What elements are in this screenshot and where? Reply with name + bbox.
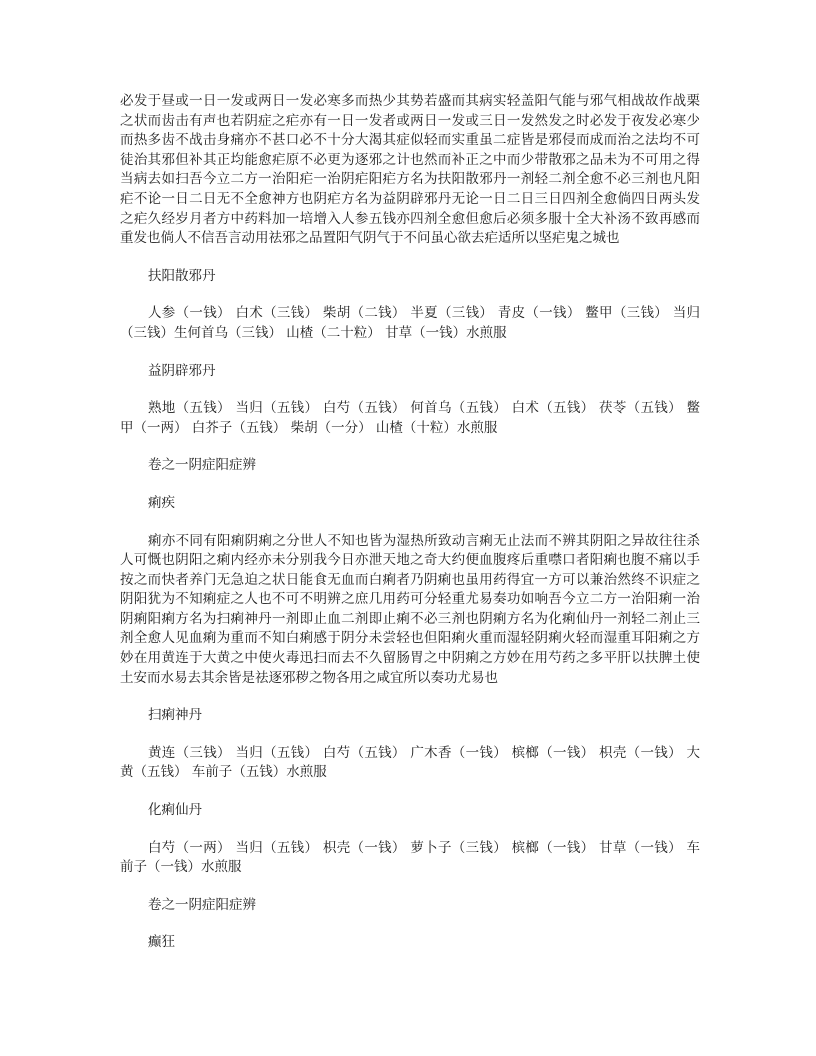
formula-ingredients-fuyang-sanxie-dan: 人参（一钱） 白术（三钱） 柴胡（二钱） 半夏（三钱） 青皮（一钱） 鳖甲（三钱） 当归（三钱）生何首乌（三钱） 山楂（二十粒） 甘草（一钱）水煎服	[120, 305, 700, 341]
formula-title-fuyang-sanxie-dan: 扶阳散邪丹	[148, 267, 216, 284]
paragraph-malaria-discussion: 必发于昼或一日一发或两日一发必寒多而热少其势若盛而其病实轻盖阳气能与邪气相战故作战栗之状而齿击有声也若阴症之疟亦有一日一发者或两日一发或三日一发然发之时必发于夜发必寒少而热多齿不战击身痛亦不甚口必不十分大渴其症似轻而实重虽二症皆是邪侵而成而治之法均不可徒治其邪但补其正均能愈疟原不必更为逐邪之计也然而补正之中而少带散邪之品未为不可用之得当病去如扫吾今立二方一治阳疟一治阴疟阳疟方名为扶阳散邪丹一剂轻二剂全愈不必三剂也凡阳疟不论一日二日无不全愈神方也阴疟方名为益阴辟邪丹无论一日二日三日四剂全愈倘四日两头发之疟久经岁月者方中药料加一培增入人参五钱亦四剂全愈但愈后必须多服十全大补汤不致再感而重发也倘人不信吾言动用祛邪之品置阳气阴气于不问虽心欲去疟适所以坚疟鬼之城也	[120, 93, 700, 247]
paragraph-dysentery-discussion: 痢亦不同有阳痢阴痢之分世人不知也皆为湿热所致动言痢无止法而不辨其阴阳之异故往往杀人可慨也阴阳之痢内经亦未分别我今日亦泄天地之奇大约便血腹疼后重噤口者阳痢也腹不痛以手按之而快者养门无急迫之状日能食无血而白痢者乃阴痢也虽用药得宜一方可以兼治然终不识症之阴阳犹为不知痢症之人也不可不明辨之庶几用药可分轻重尤易奏功如响吾今立二方一治阳痢一治阴痢阳痢方名为扫痢神丹一剂即止血二剂即止痢不必三剂也阴痢方名为化痢仙丹一剂轻二剂止三剂全愈人见血痢为重而不知白痢感于阴分未尝轻也但阳痢火重而湿轻阴痢火轻而湿重耳阳痢之方妙在用黄连于大黄之中使火毒迅扫而去不久留肠胃之中阴痢之方妙在用芍药之多平肝以扶脾土使土安而水易去其余皆是祛逐邪秽之物各用之咸宜所以奏功尤易也	[120, 532, 700, 686]
section-heading-yin-yang-2: 卷之一阴症阳症辨	[148, 896, 256, 913]
topic-title-dysentery: 痢疾	[148, 494, 175, 511]
topic-title-mania: 癫狂	[148, 934, 175, 951]
formula-ingredients-saoli-shen-dan: 黄连（三钱） 当归（五钱） 白芍（五钱） 广木香（一钱） 槟榔（一钱） 枳壳（一钱） 大黄（五钱） 车前子（五钱）水煎服	[120, 744, 700, 781]
formula-ingredients-yiyin-pixie-dan: 熟地（五钱） 当归（五钱） 白芍（五钱） 何首乌（五钱） 白术（五钱） 茯苓（五钱） 鳖甲（一两） 白芥子（五钱） 柴胡（一分） 山楂（十粒）水煎服	[120, 400, 700, 436]
formula-title-yiyin-pixie-dan: 益阴辟邪丹	[148, 362, 216, 379]
formula-ingredients-huali-xian-dan: 白芍（一两） 当归（五钱） 枳壳（一钱） 萝卜子（三钱） 槟榔（一钱） 甘草（一钱） 车前子（一钱）水煎服	[120, 839, 700, 876]
formula-title-huali-xian-dan: 化痢仙丹	[148, 802, 202, 819]
document-page	[120, 92, 700, 971]
section-heading-yin-yang: 卷之一阴症阳症辨	[148, 457, 256, 474]
formula-title-saoli-shen-dan: 扫痢神丹	[148, 707, 202, 724]
